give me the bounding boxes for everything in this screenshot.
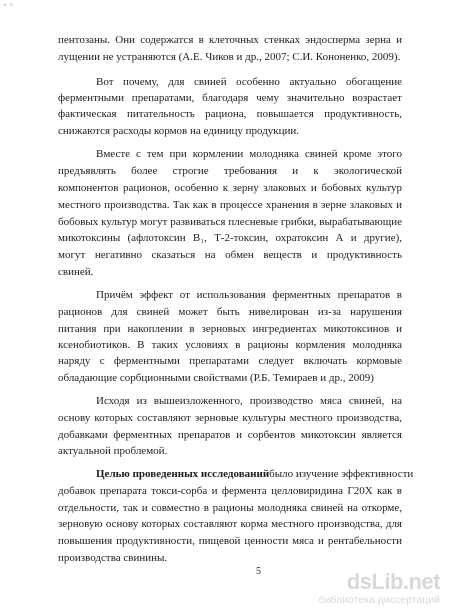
text-line: добавками ферментных препаратов и сорбентов микотоксин является — [58, 428, 402, 441]
watermark-logo: dsLib.net — [346, 569, 440, 594]
text-line: ферментными препаратами, благодаря чему значительно возрастает — [58, 92, 402, 105]
text-line: микотоксины (афлотоксин B₁, Т-2-токсин, охратоксин А и другие), — [58, 232, 402, 245]
text-line: питания при накоплении в зерновых ингредиентах микотоксинов и — [58, 322, 402, 335]
research-goal-heading: Целью проведенных исследований — [96, 467, 270, 480]
text-line: лущении не устраняются (А.Е. Чиков и др., 2007; С.И. Кононенко, 2009). — [58, 50, 401, 63]
text-line: обладающие сорбционными свойствами (Р.Б. Темираев и др., 2009) — [58, 372, 374, 385]
text-line: зерновую основу которых составляют корма местного производства, для — [58, 518, 402, 531]
text-line: наряду с ферментными препаратами следует включать кормовые — [58, 355, 402, 368]
text-line: бобовых культур могут развиваться плесневые грибки, вырабатывающие — [58, 215, 402, 228]
text-line: компонентов рационов, особенно к зерну злаковых и бобовых культур — [58, 181, 402, 194]
text-line: производства свинины. — [58, 552, 168, 564]
text-line: пентозаны. Они содержатся в клеточных стенках эндосперма зерна и — [58, 34, 402, 46]
text-line: актуальной проблемой. — [58, 444, 168, 457]
text-line: основу которых составляют зерновые культуры местного производства, — [58, 412, 402, 425]
text-line: добавок препарата токси-сорба и фермента целловиридина Г20Х как в — [58, 484, 402, 497]
text-line: отдельности, так и совместно в рационы молодняка свиней на откорме, — [58, 501, 402, 514]
watermark — [319, 570, 440, 606]
text-line: Исходя из вышеизложенного, производство мяса свиней, на — [96, 395, 402, 408]
text-line: Причём эффект от использования ферментных препаратов в — [96, 289, 402, 301]
text-line: повышения продуктивности, пищевой ценности мяса и рентабельности — [58, 535, 402, 548]
text-fragment: было изучение эффективности — [269, 467, 414, 480]
watermark-subtitle: библиотека диссертаций — [318, 594, 440, 606]
text-line: фактическая питательность рациона, повышается продуктивность, — [58, 108, 402, 121]
text-line: ксенобиотиков. В таких условиях в рационы кормления молодняка — [58, 338, 402, 351]
text-line: предъявлять более строгие требования и к экологической — [58, 165, 402, 177]
text-line: свиней. — [58, 266, 94, 278]
corner-mark: • ^ — [4, 3, 14, 9]
text-line: рационов для свиней может быть нивелирован из-за нарушения — [58, 305, 402, 318]
text-line: Вместе с тем при кормлении молодняка свиней кроме этого — [96, 148, 402, 161]
text-line: могут негативно сказаться на обмен веществ и продуктивность — [58, 249, 402, 262]
page-number: 5 — [256, 566, 261, 577]
text-line: Вот почему, для свиней особенно актуально обогащение — [96, 75, 402, 88]
text-line — [96, 467, 414, 481]
text-line: снижаются расходы кормов на единицу продукции. — [58, 125, 300, 138]
text-line: местного производства. Так как в процессе хранения в зерне злаковых и — [58, 198, 402, 211]
